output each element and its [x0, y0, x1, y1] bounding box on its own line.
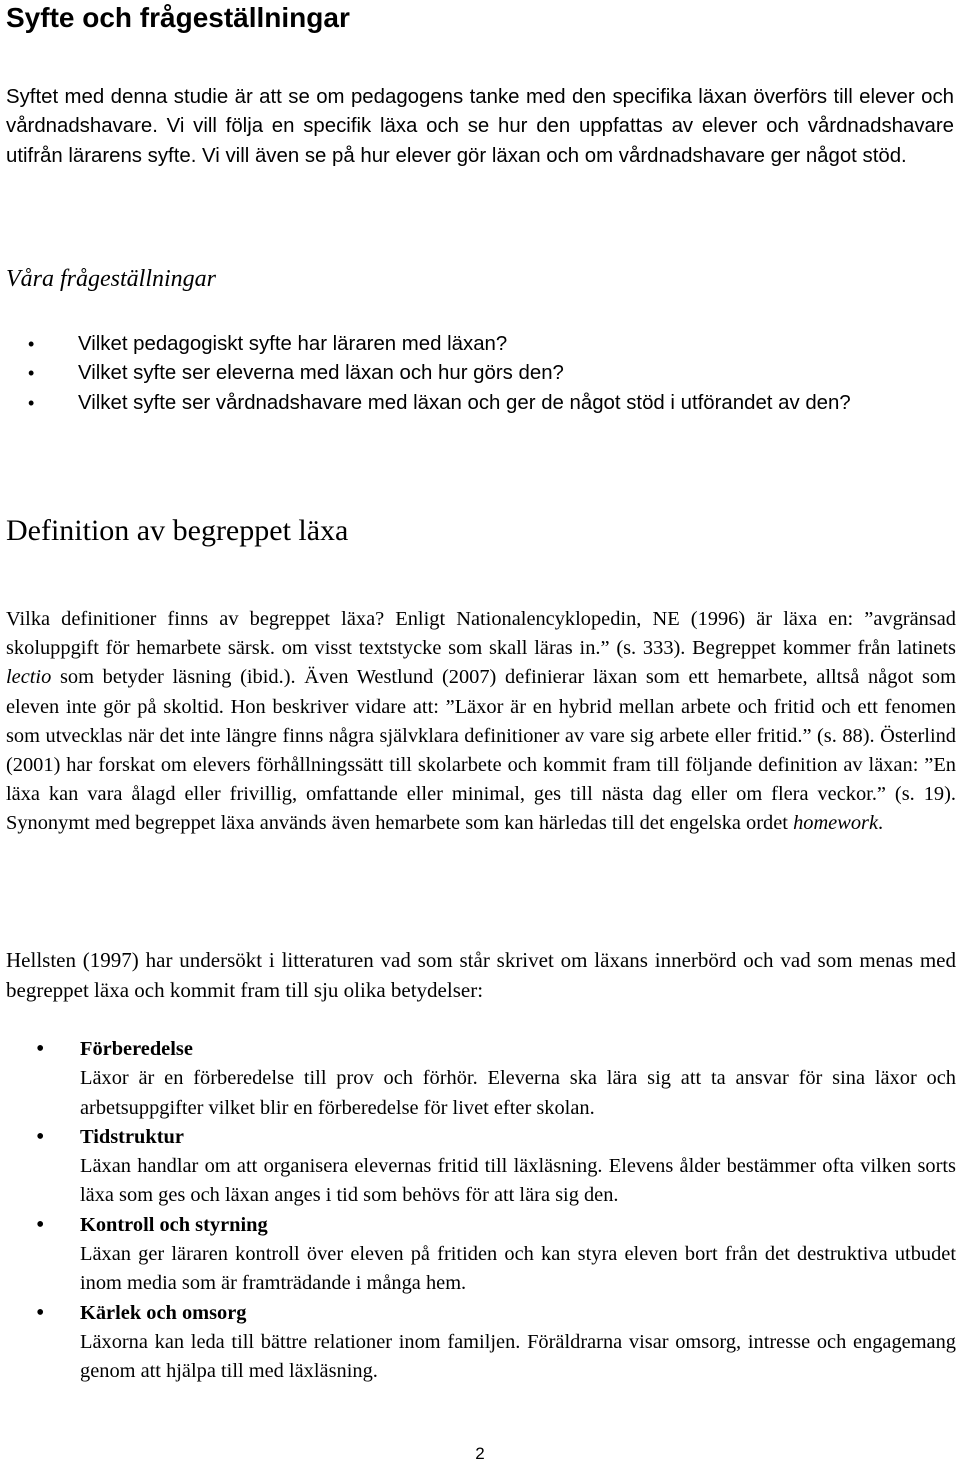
meaning-item — [6, 1211, 956, 1299]
homework-term: homework — [793, 812, 879, 835]
meaning-item — [6, 1123, 956, 1211]
page-number: 2 — [475, 1444, 485, 1463]
meaning-title: • Förberedelse — [80, 1038, 193, 1060]
definition-text: som betyder läsning (ibid.). Även Westlund (2007) definierar läxan som ett hemarbete, alltså något som eleven inte gör på skoltid. Hon beskriver vidare att: ”Läxor är en hybrid mellan arbete och fritid och ett fenomen som utvecklas när det inte längre finns några självklara definitioner av vare sig arbete eller fritid.” (s. 88). Österlind (2001) har forskat om elevers förhållningssätt till skolarbete och kommit fram till följande definition av läxan: ”En läxa kan vara ålagd eller frivillig, omfattande eller minimal, ges till nästa dag eller om flera veckor.” (s. 19). Synonymt med begreppet läxa används även hemarbete som kan härledas till det engelska ordet — [6, 666, 956, 835]
definition-paragraph — [6, 605, 956, 839]
meaning-item — [6, 1035, 956, 1123]
intro-paragraph: Syftet med denna studie är att se om pedagogens tanke med den specifika läxan överförs till elever och vårdnadshavare. Vi vill följa en specifik läxa och se hur den uppfattas av elever och vårdnadshavare utifrån lärarens syfte. Vi vill även se på hur elever gör läxan och om vårdnadshavare ger något stöd. — [6, 86, 954, 167]
meaning-title: • Kärlek och omsorg — [80, 1301, 247, 1324]
hellsten-paragraph: Hellsten (1997) har undersökt i litteraturen vad som står skrivet om läxans innerbörd och vad som menas med begreppet läxa och kommit fram till sju olika betydelser: — [6, 948, 956, 1002]
meaning-text: Läxan handlar om att organisera elevernas fritid till läxläsning. Elevens ålder bestämmer ofta vilken sorts läxa som ges och läxan anges i tid som behövs för att lära sig den. — [80, 1155, 956, 1207]
definition-text: . — [878, 812, 884, 835]
question-item: • Vilket syfte ser vårdnadshavare med läxan och ger de något stöd i utförandet av den? — [6, 389, 851, 418]
definition-heading: Definition av begreppet läxa — [6, 514, 349, 547]
questions-list — [6, 330, 851, 418]
questions-heading: Våra frågeställningar — [6, 266, 217, 292]
question-item: • Vilket pedagogiskt syfte har läraren med läxan? — [6, 330, 851, 359]
meanings-list — [6, 1035, 956, 1387]
section-heading: Syfte och frågeställningar — [6, 2, 350, 33]
meaning-text: Läxor är en förberedelse till prov och förhör. Eleverna ska lära sig att ta ansvar för sina läxor och arbetsuppgifter vilket blir en förberedelse för livet efter skolan. — [80, 1067, 956, 1119]
meaning-title: • Kontroll och styrning — [80, 1213, 268, 1236]
lectio-term: lectio — [6, 666, 52, 689]
meaning-item — [6, 1299, 956, 1387]
question-item: • Vilket syfte ser eleverna med läxan och hur görs den? — [6, 359, 851, 388]
meaning-text: Läxan ger läraren kontroll över eleven på fritiden och kan styra eleven bort från det destruktiva utbudet inom media som är framträdande i många hem. — [80, 1243, 956, 1295]
meaning-title: • Tidstruktur — [80, 1125, 184, 1148]
definition-text: Vilka definitioner finns av begreppet läxa? Enligt Nationalencyklopedin, NE (1996) är läxa en: ”avgränsad skoluppgift för hemarbete särsk. om visst textstycke som skall läras in.” (s. 333). Begreppet kommer från latinets — [6, 608, 956, 660]
meaning-text: Läxorna kan leda till bättre relationer inom familjen. Föräldrarna visar omsorg, intresse och engagemang genom att hjälpa till med läxläsning. — [80, 1330, 956, 1383]
